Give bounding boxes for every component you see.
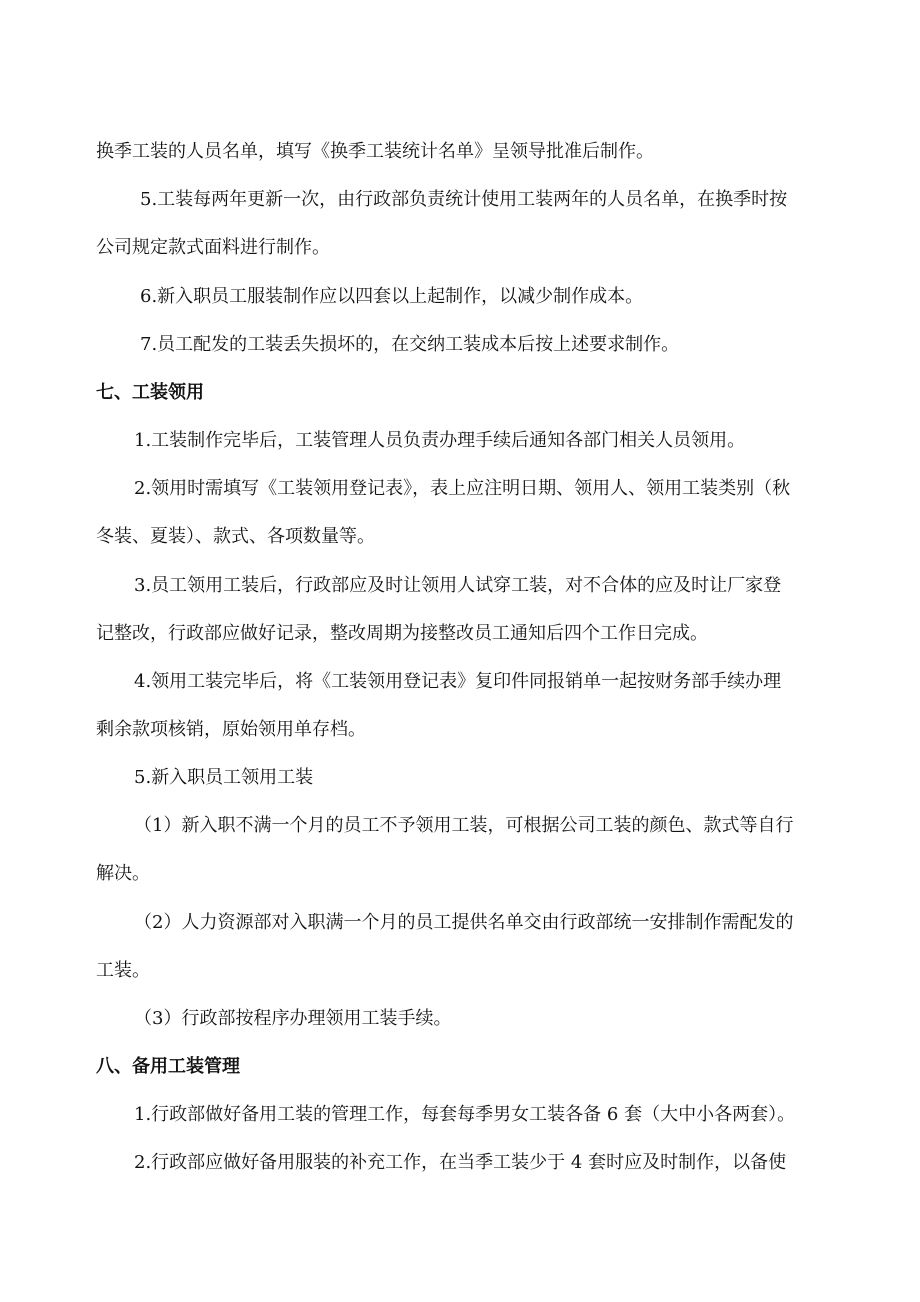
paragraph-line: 7.员工配发的工装丢失损坏的，在交纳工装成本后按上述要求制作。 — [140, 334, 680, 355]
paragraph-line: 1.工装制作完毕后，工装管理人员负责办理手续后通知各部门相关人员领用。 — [134, 430, 746, 451]
paragraph-line: 6.新入职员工服装制作应以四套以上起制作，以减少制作成本。 — [140, 286, 644, 307]
paragraph-line: 换季工装的人员名单，填写《换季工装统计名单》呈领导批准后制作。 — [96, 141, 654, 162]
paragraph-line: 剩余款项核销，原始领用单存档。 — [96, 719, 366, 740]
paragraph-line: 记整改，行政部应做好记录，整改周期为接整改员工通知后四个工作日完成。 — [96, 623, 708, 644]
paragraph-line: 解决。 — [96, 863, 150, 884]
section-heading-8: 八、备用工装管理 — [96, 1056, 240, 1077]
paragraph-line: （2）人力资源部对入职满一个月的员工提供名单交由行政部统一安排制作需配发的 — [134, 912, 794, 933]
paragraph-line: 冬装、夏装）、款式、各项数量等。 — [96, 526, 375, 547]
paragraph-line: 2.行政部应做好备用服装的补充工作，在当季工装少于 4 套时应及时制作，以备使 — [134, 1152, 787, 1173]
paragraph-line: 3.员工领用工装后，行政部应及时让领用人试穿工装，对不合体的应及时让厂家登 — [134, 575, 782, 596]
paragraph-line: 5.工装每两年更新一次，由行政部负责统计使用工装两年的人员名单，在换季时按 — [140, 189, 788, 210]
paragraph-line: 5.新入职员工领用工装 — [134, 767, 314, 788]
paragraph-line: （1）新入职不满一个月的员工不予领用工装，可根据公司工装的颜色、款式等自行 — [134, 815, 794, 836]
paragraph-line: 公司规定款式面料进行制作。 — [96, 237, 330, 258]
paragraph-line: 4.领用工装完毕后，将《工装领用登记表》复印件同报销单一起按财务部手续办理 — [134, 671, 782, 692]
paragraph-line: 工装。 — [96, 960, 150, 981]
paragraph-line: 1.行政部做好备用工装的管理工作，每套每季男女工装各备 6 套（大中小各两套）。 — [134, 1104, 796, 1125]
section-heading-7: 七、工装领用 — [96, 382, 204, 403]
paragraph-line: 2.领用时需填写《工装领用登记表》，表上应注明日期、领用人、领用工装类别（秋 — [134, 478, 791, 499]
paragraph-line: （3）行政部按程序办理领用工装手续。 — [134, 1008, 452, 1029]
